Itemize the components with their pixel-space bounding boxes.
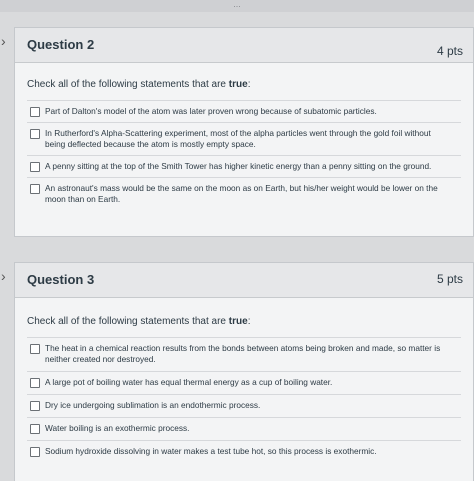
answer-option[interactable] [27, 372, 461, 395]
answer-option[interactable] [27, 395, 461, 418]
answer-text: Sodium hydroxide dissolving in water makes a test tube hot, so this process is exothermic. [45, 446, 377, 456]
answer-list [27, 337, 461, 463]
answer-checkbox[interactable] [30, 378, 40, 388]
answer-text: Part of Dalton's model of the atom was later proven wrong because of subatomic particles. [45, 106, 377, 116]
question-title: Question 2 [27, 37, 95, 52]
answer-text: Water boiling is an exothermic process. [45, 423, 190, 433]
answer-option[interactable] [27, 123, 461, 156]
answer-checkbox[interactable] [30, 184, 40, 194]
answer-option[interactable] [27, 418, 461, 441]
answer-text: A large pot of boiling water has equal thermal energy as a cup of boiling water. [45, 377, 333, 387]
answer-checkbox[interactable] [30, 129, 40, 139]
question-3-card [1, 262, 474, 481]
question-header [15, 28, 473, 63]
answer-text: Dry ice undergoing sublimation is an endothermic process. [45, 400, 261, 410]
answer-checkbox[interactable] [30, 447, 40, 457]
answer-option[interactable] [27, 101, 461, 123]
answer-option[interactable] [27, 178, 461, 210]
top-strip: ... [0, 0, 474, 12]
answer-list [27, 100, 461, 210]
answer-text: A penny sitting at the top of the Smith Tower has higher kinetic energy than a penny sitting on the ground. [45, 161, 432, 171]
answer-checkbox[interactable] [30, 344, 40, 354]
answer-checkbox[interactable] [30, 162, 40, 172]
answer-option[interactable] [27, 338, 461, 372]
question-flag-icon[interactable]: › [1, 268, 6, 284]
answer-checkbox[interactable] [30, 424, 40, 434]
answer-checkbox[interactable] [30, 107, 40, 117]
answer-text: The heat in a chemical reaction results from the bonds between atoms being broken and made, so matter is neither created nor destroyed. [45, 343, 441, 364]
question-title: Question 3 [27, 272, 95, 287]
answer-option[interactable] [27, 156, 461, 178]
question-points: 4 pts [436, 44, 463, 58]
answer-option[interactable] [27, 441, 461, 463]
answer-text: An astronaut's mass would be the same on the moon as on Earth, but his/her weight would be lower on the moon than on Earth. [45, 183, 438, 204]
question-header [15, 263, 473, 298]
question-flag-icon[interactable]: › [1, 33, 6, 49]
answer-checkbox[interactable] [30, 401, 40, 411]
answer-text: In Rutherford's Alpha-Scattering experiment, most of the alpha particles went through the gold foil without being deflected because the atom is mostly empty space. [45, 128, 431, 149]
question-points: 5 pts [436, 272, 463, 286]
question-2-card [1, 27, 474, 237]
question-prompt: Check all of the following statements that are true: [27, 316, 251, 327]
question-prompt: Check all of the following statements that are true: [27, 79, 251, 90]
